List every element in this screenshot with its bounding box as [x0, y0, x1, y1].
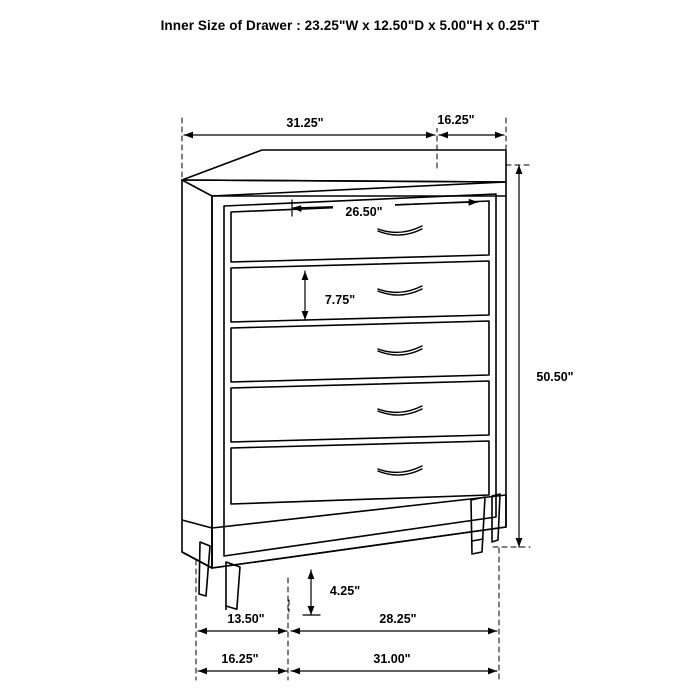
dim-label: 28.25": [379, 612, 417, 626]
drawer-4: [231, 381, 489, 442]
dimension-labels: [209, 111, 586, 667]
dim-bottom-side-depth: [209, 650, 271, 667]
dim-top-side-depth: [425, 111, 487, 128]
dim-label: 16.25": [221, 652, 259, 666]
dim-label: 31.00": [373, 652, 411, 666]
chest-base-rail: [212, 495, 506, 568]
chest-front-inner-frame: [224, 194, 496, 556]
dim-bottom-front-width: [361, 650, 423, 667]
dim-label: 50.50": [536, 370, 574, 384]
dim-label: 7.75": [324, 293, 356, 307]
dim-label: 16.25": [437, 113, 475, 127]
dim-leg-height: [318, 582, 372, 599]
drawer-5: [231, 441, 489, 504]
dim-label: 31.25": [286, 116, 324, 130]
dim-label: 13.50": [227, 612, 265, 626]
dim-overall-height: [524, 368, 586, 385]
leg-back-left: [199, 542, 210, 596]
chest-top: [182, 150, 506, 182]
dim-drawer-front-width: [333, 203, 395, 220]
dim-side-base-width: [215, 610, 277, 627]
dim-label: 4.25": [329, 584, 361, 598]
dim-front-base-width: [367, 610, 429, 627]
leg-front-right: [471, 497, 485, 554]
dim-label: 26.50": [345, 205, 383, 219]
dim-drawer-height: [313, 291, 367, 308]
page-title: Inner Size of Drawer : 23.25"W x 12.50"D x 5.00"H x 0.25"T: [160, 18, 540, 33]
chest-left-side: [182, 180, 212, 568]
drawer-3: [231, 321, 489, 382]
dim-top-front-width: [274, 114, 336, 131]
